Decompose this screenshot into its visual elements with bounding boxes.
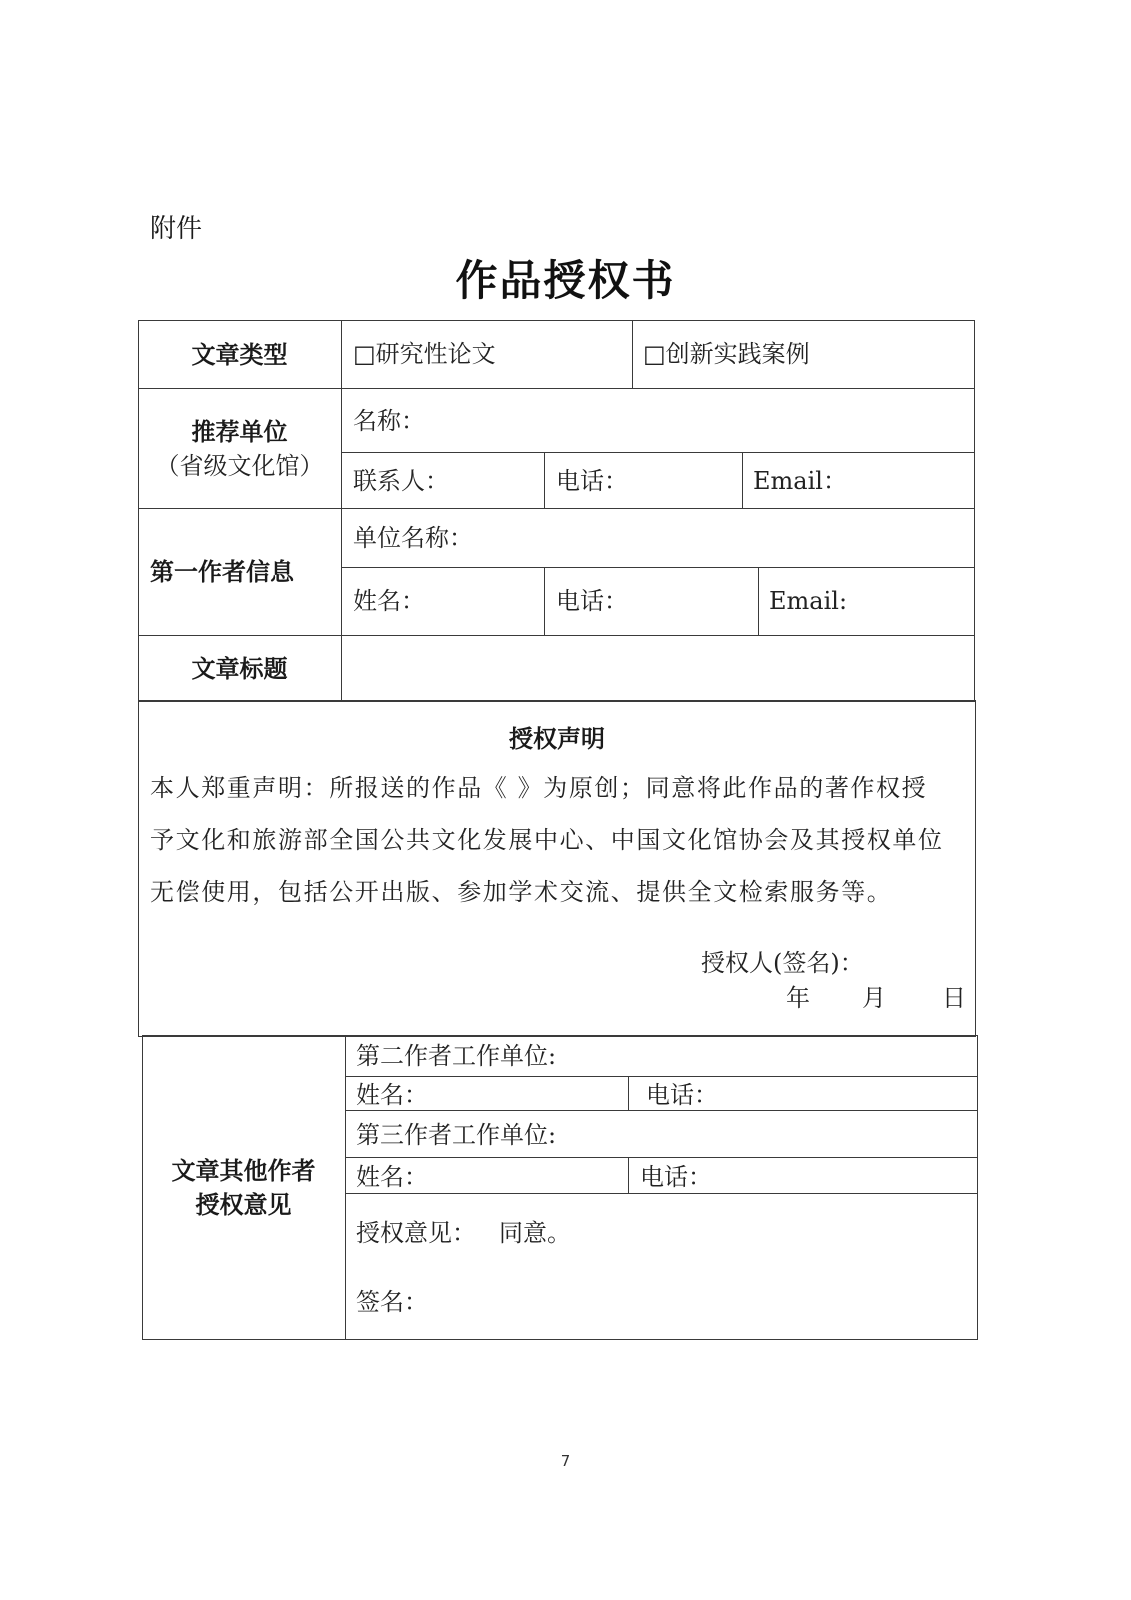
second-author-unit-field[interactable]: 第二作者工作单位: xyxy=(356,1042,557,1070)
second-author-phone-field[interactable]: 电话： xyxy=(646,1081,718,1109)
row-divider xyxy=(345,1110,978,1111)
other-authors-sublabel: 授权意见 xyxy=(195,1191,292,1219)
form-table-lower xyxy=(142,1035,978,1340)
statement-heading: 授权声明 xyxy=(509,725,605,753)
cell-divider xyxy=(742,452,743,508)
first-author-unit-field[interactable]: 单位名称： xyxy=(353,524,473,552)
date-year-label: 年 xyxy=(786,984,810,1012)
statement-line: 予文化和旅游部全国公共文化发展中心、中国文化馆协会及其授权单位 xyxy=(150,826,944,854)
other-authors-label: 文章其他作者 xyxy=(171,1157,316,1185)
row-divider xyxy=(138,635,975,636)
cell-divider xyxy=(628,1076,629,1110)
third-author-name-field[interactable]: 姓名： xyxy=(356,1163,428,1191)
row-divider xyxy=(138,508,975,509)
recommender-name-field[interactable]: 名称： xyxy=(353,407,425,435)
recommender-email-field[interactable]: Email： xyxy=(753,467,847,495)
row-divider xyxy=(345,1157,978,1158)
recommender-label: 推荐单位 xyxy=(191,418,288,446)
type-option-divider xyxy=(632,320,633,388)
first-author-email-field[interactable]: Email: xyxy=(769,587,848,615)
first-author-name-field[interactable]: 姓名： xyxy=(353,587,425,615)
date-day-label: 日 xyxy=(942,984,966,1012)
signature-field[interactable]: 签名： xyxy=(356,1288,428,1316)
third-author-phone-field[interactable]: 电话： xyxy=(640,1163,712,1191)
row-divider xyxy=(345,1193,978,1194)
article-type-label: 文章类型 xyxy=(191,341,288,369)
signer-field[interactable]: 授权人(签名)： xyxy=(701,949,864,977)
option-research-paper-checkbox[interactable]: □研究性论文 xyxy=(353,340,496,368)
option-practice-case-checkbox[interactable]: □创新实践案例 xyxy=(643,340,810,368)
date-month-label: 月 xyxy=(862,984,886,1012)
row-divider xyxy=(341,567,975,568)
annex-label: 附件 xyxy=(150,214,203,244)
page-number: 7 xyxy=(560,1452,571,1470)
row-divider xyxy=(341,452,975,453)
first-author-label: 第一作者信息 xyxy=(150,558,294,586)
opinion-label: 授权意见： xyxy=(356,1219,476,1247)
cell-divider xyxy=(544,567,545,635)
first-author-phone-field[interactable]: 电话： xyxy=(556,587,628,615)
article-title-label: 文章标题 xyxy=(191,655,288,683)
cell-divider xyxy=(544,452,545,508)
recommender-contact-field[interactable]: 联系人： xyxy=(353,467,449,495)
lower-label-divider xyxy=(345,1035,346,1340)
statement-line: 无偿使用，包括公开出版、参加学术交流、提供全文检索服务等。 xyxy=(150,878,893,906)
upper-label-divider xyxy=(341,320,342,702)
document-title: 作品授权书 xyxy=(455,256,676,305)
article-title-field[interactable] xyxy=(344,638,972,700)
opinion-value: 同意。 xyxy=(499,1219,571,1247)
third-author-unit-field[interactable]: 第三作者工作单位: xyxy=(356,1121,557,1149)
recommender-phone-field[interactable]: 电话： xyxy=(556,467,628,495)
row-divider xyxy=(138,388,975,389)
statement-line: 本人郑重声明：所报送的作品《 》为原创；同意将此作品的著作权授 xyxy=(150,774,928,802)
cell-divider xyxy=(758,567,759,635)
recommender-sublabel: （省级文化馆） xyxy=(155,452,324,480)
second-author-name-field[interactable]: 姓名： xyxy=(356,1081,428,1109)
row-divider xyxy=(345,1076,978,1077)
cell-divider xyxy=(628,1157,629,1193)
